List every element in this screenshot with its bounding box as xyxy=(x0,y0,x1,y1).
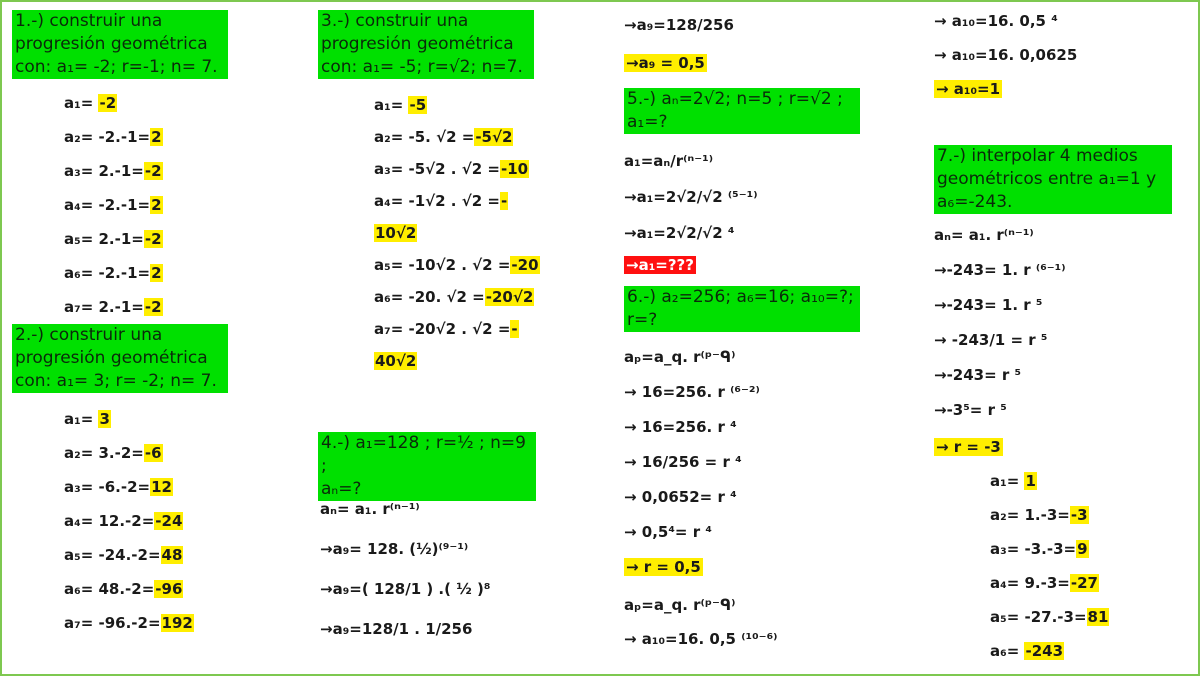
ex3-term-result: -5 xyxy=(409,96,427,114)
ex3-term-row xyxy=(374,222,417,244)
ex3-term-result: -10 xyxy=(500,160,529,178)
ex7-term-row xyxy=(990,606,1109,628)
ex7-step-line: →-243= 1. r ⁽⁶⁻¹⁾ xyxy=(934,261,1066,279)
ex6-step-line: → 16/256 = r ⁴ xyxy=(624,453,742,471)
ex1-term-expression: a₃= 2.-1= xyxy=(64,162,144,180)
ex3-term-row xyxy=(374,126,513,148)
exercise-6-answer: → a₁₀=1 xyxy=(936,80,1001,98)
ex7-term-result: -243 xyxy=(1025,642,1064,660)
ex1-term-result: 2 xyxy=(151,264,162,282)
ex2-term-result: 12 xyxy=(151,478,172,496)
ex1-term-row xyxy=(64,160,163,182)
exercise-4-header: 4.-) a₁=128 ; r=½ ; n=9 ; aₙ=? xyxy=(318,432,536,501)
ex7-step-line: →-243= 1. r ⁵ xyxy=(934,296,1043,314)
ex2-term-expression: a₁= xyxy=(64,410,99,428)
ex1-term-result: -2 xyxy=(99,94,117,112)
ex2-term-result: 192 xyxy=(161,614,193,632)
ex1-term-row xyxy=(64,126,163,148)
ex7-term-expression: a₆= xyxy=(990,642,1025,660)
ex6b-step-line: → a₁₀=16. 0,5 ⁽¹⁰⁻⁶⁾ xyxy=(624,630,778,648)
ex2-term-result: -6 xyxy=(144,444,162,462)
ex2-term-row xyxy=(64,612,194,634)
ex7-term-result: 1 xyxy=(1025,472,1036,490)
ex3-term-expression: a₅= -10√2 . √2 = xyxy=(374,256,511,274)
ex6-step-line: aₚ=a_q. r⁽ᵖ⁻ᑫ⁾ xyxy=(624,348,736,366)
ex3-term-result: -5√2 xyxy=(475,128,513,146)
ex6-step-line: → 0,0652= r ⁴ xyxy=(624,488,737,506)
ex2-term-row xyxy=(64,408,111,430)
ex1-term-row xyxy=(64,228,163,250)
ex3-term-result: -20√2 xyxy=(485,288,534,306)
ex3-term-result: - xyxy=(511,320,518,338)
ex2-term-expression: a₇= -96.-2= xyxy=(64,614,161,632)
ex3-term-row xyxy=(374,254,540,276)
ex1-term-row xyxy=(64,296,163,318)
ex2-term-expression: a₅= -24.-2= xyxy=(64,546,161,564)
exercise-4-answer: →a₉ = 0,5 xyxy=(626,54,705,72)
ex5-step-line: →a₁=2√2/√2 ⁴ xyxy=(624,224,735,242)
exercise-5-answer: →a₁=??? xyxy=(626,256,694,274)
ex3-term-row xyxy=(374,350,417,372)
ex1-term-result: -2 xyxy=(144,162,162,180)
ex6c-step-line: → a₁₀=16. 0,0625 xyxy=(934,46,1078,64)
ex1-term-row xyxy=(64,262,163,284)
ex5-step-line: a₁=aₙ/r⁽ⁿ⁻¹⁾ xyxy=(624,152,714,170)
ex3-term-row xyxy=(374,286,534,308)
ex4-step-line: →a₉=( 128/1 ) .( ½ )⁸ xyxy=(320,580,491,598)
ex1-term-expression: a₂= -2.-1= xyxy=(64,128,151,146)
exercise-3-header: 3.-) construir una progresión geométrica con: a₁= -5; r=√2; n=7. xyxy=(318,10,534,79)
ex1-term-row xyxy=(64,194,163,216)
ex7-term-row xyxy=(990,538,1089,560)
ex6b-step-line: aₚ=a_q. r⁽ᵖ⁻ᑫ⁾ xyxy=(624,596,736,614)
ex7-term-result: -27 xyxy=(1070,574,1098,592)
ex7-term-result: 9 xyxy=(1077,540,1088,558)
ex2-term-expression: a₂= 3.-2= xyxy=(64,444,144,462)
ex7-step-line: →-3⁵= r ⁵ xyxy=(934,401,1007,419)
ex1-term-expression: a₄= -2.-1= xyxy=(64,196,151,214)
ex1-term-result: -2 xyxy=(144,230,162,248)
ex4-step-line: aₙ= a₁. r⁽ⁿ⁻¹⁾ xyxy=(320,500,420,518)
ex1-term-expression: a₁= xyxy=(64,94,99,112)
ex3-term-row xyxy=(374,94,427,116)
ex3-term-result: 10√2 xyxy=(375,224,417,242)
exercise-7-header: 7.-) interpolar 4 medios geométricos entre a₁=1 y a₆=-243. xyxy=(934,145,1172,214)
ex4-step-line: →a₉=128/1 . 1/256 xyxy=(320,620,473,638)
ex3-term-expression: a₃= -5√2 . √2 = xyxy=(374,160,500,178)
ex6-step-line: → 16=256. r ⁴ xyxy=(624,418,737,436)
ex2-term-result: 48 xyxy=(161,546,183,564)
ex7-step-line: → -243/1 = r ⁵ xyxy=(934,331,1048,349)
exercise-7-r-answer: → r = -3 xyxy=(936,438,1001,456)
ex3-term-expression: a₂= -5. √2 = xyxy=(374,128,475,146)
ex7-term-expression: a₄= 9.-3= xyxy=(990,574,1070,592)
ex7-term-row xyxy=(990,572,1099,594)
ex3-term-result: -20 xyxy=(511,256,539,274)
ex3-term-row xyxy=(374,318,519,340)
ex1-term-row xyxy=(64,92,117,114)
ex4-step-line: →a₉= 128. (½)⁽⁹⁻¹⁾ xyxy=(320,540,469,558)
ex6c-step-line: → a₁₀=16. 0,5 ⁴ xyxy=(934,12,1058,30)
ex6-step-line: → 0,5⁴= r ⁴ xyxy=(624,523,712,541)
ex6-step-line: → 16=256. r ⁽⁶⁻²⁾ xyxy=(624,383,760,401)
exercise-2-header: 2.-) construir una progresión geométrica con: a₁= 3; r= -2; n= 7. xyxy=(12,324,228,393)
ex3-term-result: 40√2 xyxy=(375,352,417,370)
ex3-term-expression: a₁= xyxy=(374,96,409,114)
ex2-term-row xyxy=(64,510,183,532)
ex7-term-row xyxy=(990,640,1064,662)
ex7-term-expression: a₂= 1.-3= xyxy=(990,506,1070,524)
ex7-term-row xyxy=(990,470,1037,492)
exercise-4-step: →a₉=128/256 xyxy=(624,16,734,34)
ex1-term-result: -2 xyxy=(144,298,162,316)
ex2-term-row xyxy=(64,578,183,600)
ex3-term-result: - xyxy=(500,192,508,210)
ex1-term-expression: a₆= -2.-1= xyxy=(64,264,151,282)
ex7-term-expression: a₅= -27.-3= xyxy=(990,608,1087,626)
ex7-term-expression: a₃= -3.-3= xyxy=(990,540,1077,558)
ex1-term-result: 2 xyxy=(151,196,162,214)
exercise-1-header: 1.-) construir una progresión geométrica con: a₁= -2; r=-1; n= 7. xyxy=(12,10,228,79)
exercise-6-r-answer: → r = 0,5 xyxy=(626,558,701,576)
ex3-term-expression: a₇= -20√2 . √2 = xyxy=(374,320,511,338)
ex7-term-result: 81 xyxy=(1087,608,1109,626)
ex2-term-row xyxy=(64,544,183,566)
ex7-step-line: →-243= r ⁵ xyxy=(934,366,1022,384)
exercise-5-header: 5.-) aₙ=2√2; n=5 ; r=√2 ; a₁=? xyxy=(624,88,860,134)
ex7-term-result: -3 xyxy=(1070,506,1088,524)
ex1-term-expression: a₅= 2.-1= xyxy=(64,230,144,248)
ex7-term-row xyxy=(990,504,1089,526)
ex5-step-line: →a₁=2√2/√2 ⁽⁵⁻¹⁾ xyxy=(624,188,758,206)
ex2-term-expression: a₃= -6.-2= xyxy=(64,478,151,496)
ex3-term-expression: a₆= -20. √2 = xyxy=(374,288,485,306)
ex2-term-expression: a₆= 48.-2= xyxy=(64,580,155,598)
ex2-term-expression: a₄= 12.-2= xyxy=(64,512,155,530)
ex2-term-row xyxy=(64,442,163,464)
ex2-term-result: -24 xyxy=(155,512,183,530)
ex2-term-result: 3 xyxy=(99,410,110,428)
ex7-step-line: aₙ= a₁. r⁽ⁿ⁻¹⁾ xyxy=(934,226,1034,244)
ex7-term-expression: a₁= xyxy=(990,472,1025,490)
exercise-6-header: 6.-) a₂=256; a₆=16; a₁₀=?; r=? xyxy=(624,286,860,332)
ex3-term-row xyxy=(374,158,529,180)
ex2-term-result: -96 xyxy=(155,580,183,598)
ex3-term-row xyxy=(374,190,508,212)
ex1-term-result: 2 xyxy=(151,128,162,146)
ex2-term-row xyxy=(64,476,173,498)
ex3-term-expression: a₄= -1√2 . √2 = xyxy=(374,192,500,210)
ex1-term-expression: a₇= 2.-1= xyxy=(64,298,144,316)
